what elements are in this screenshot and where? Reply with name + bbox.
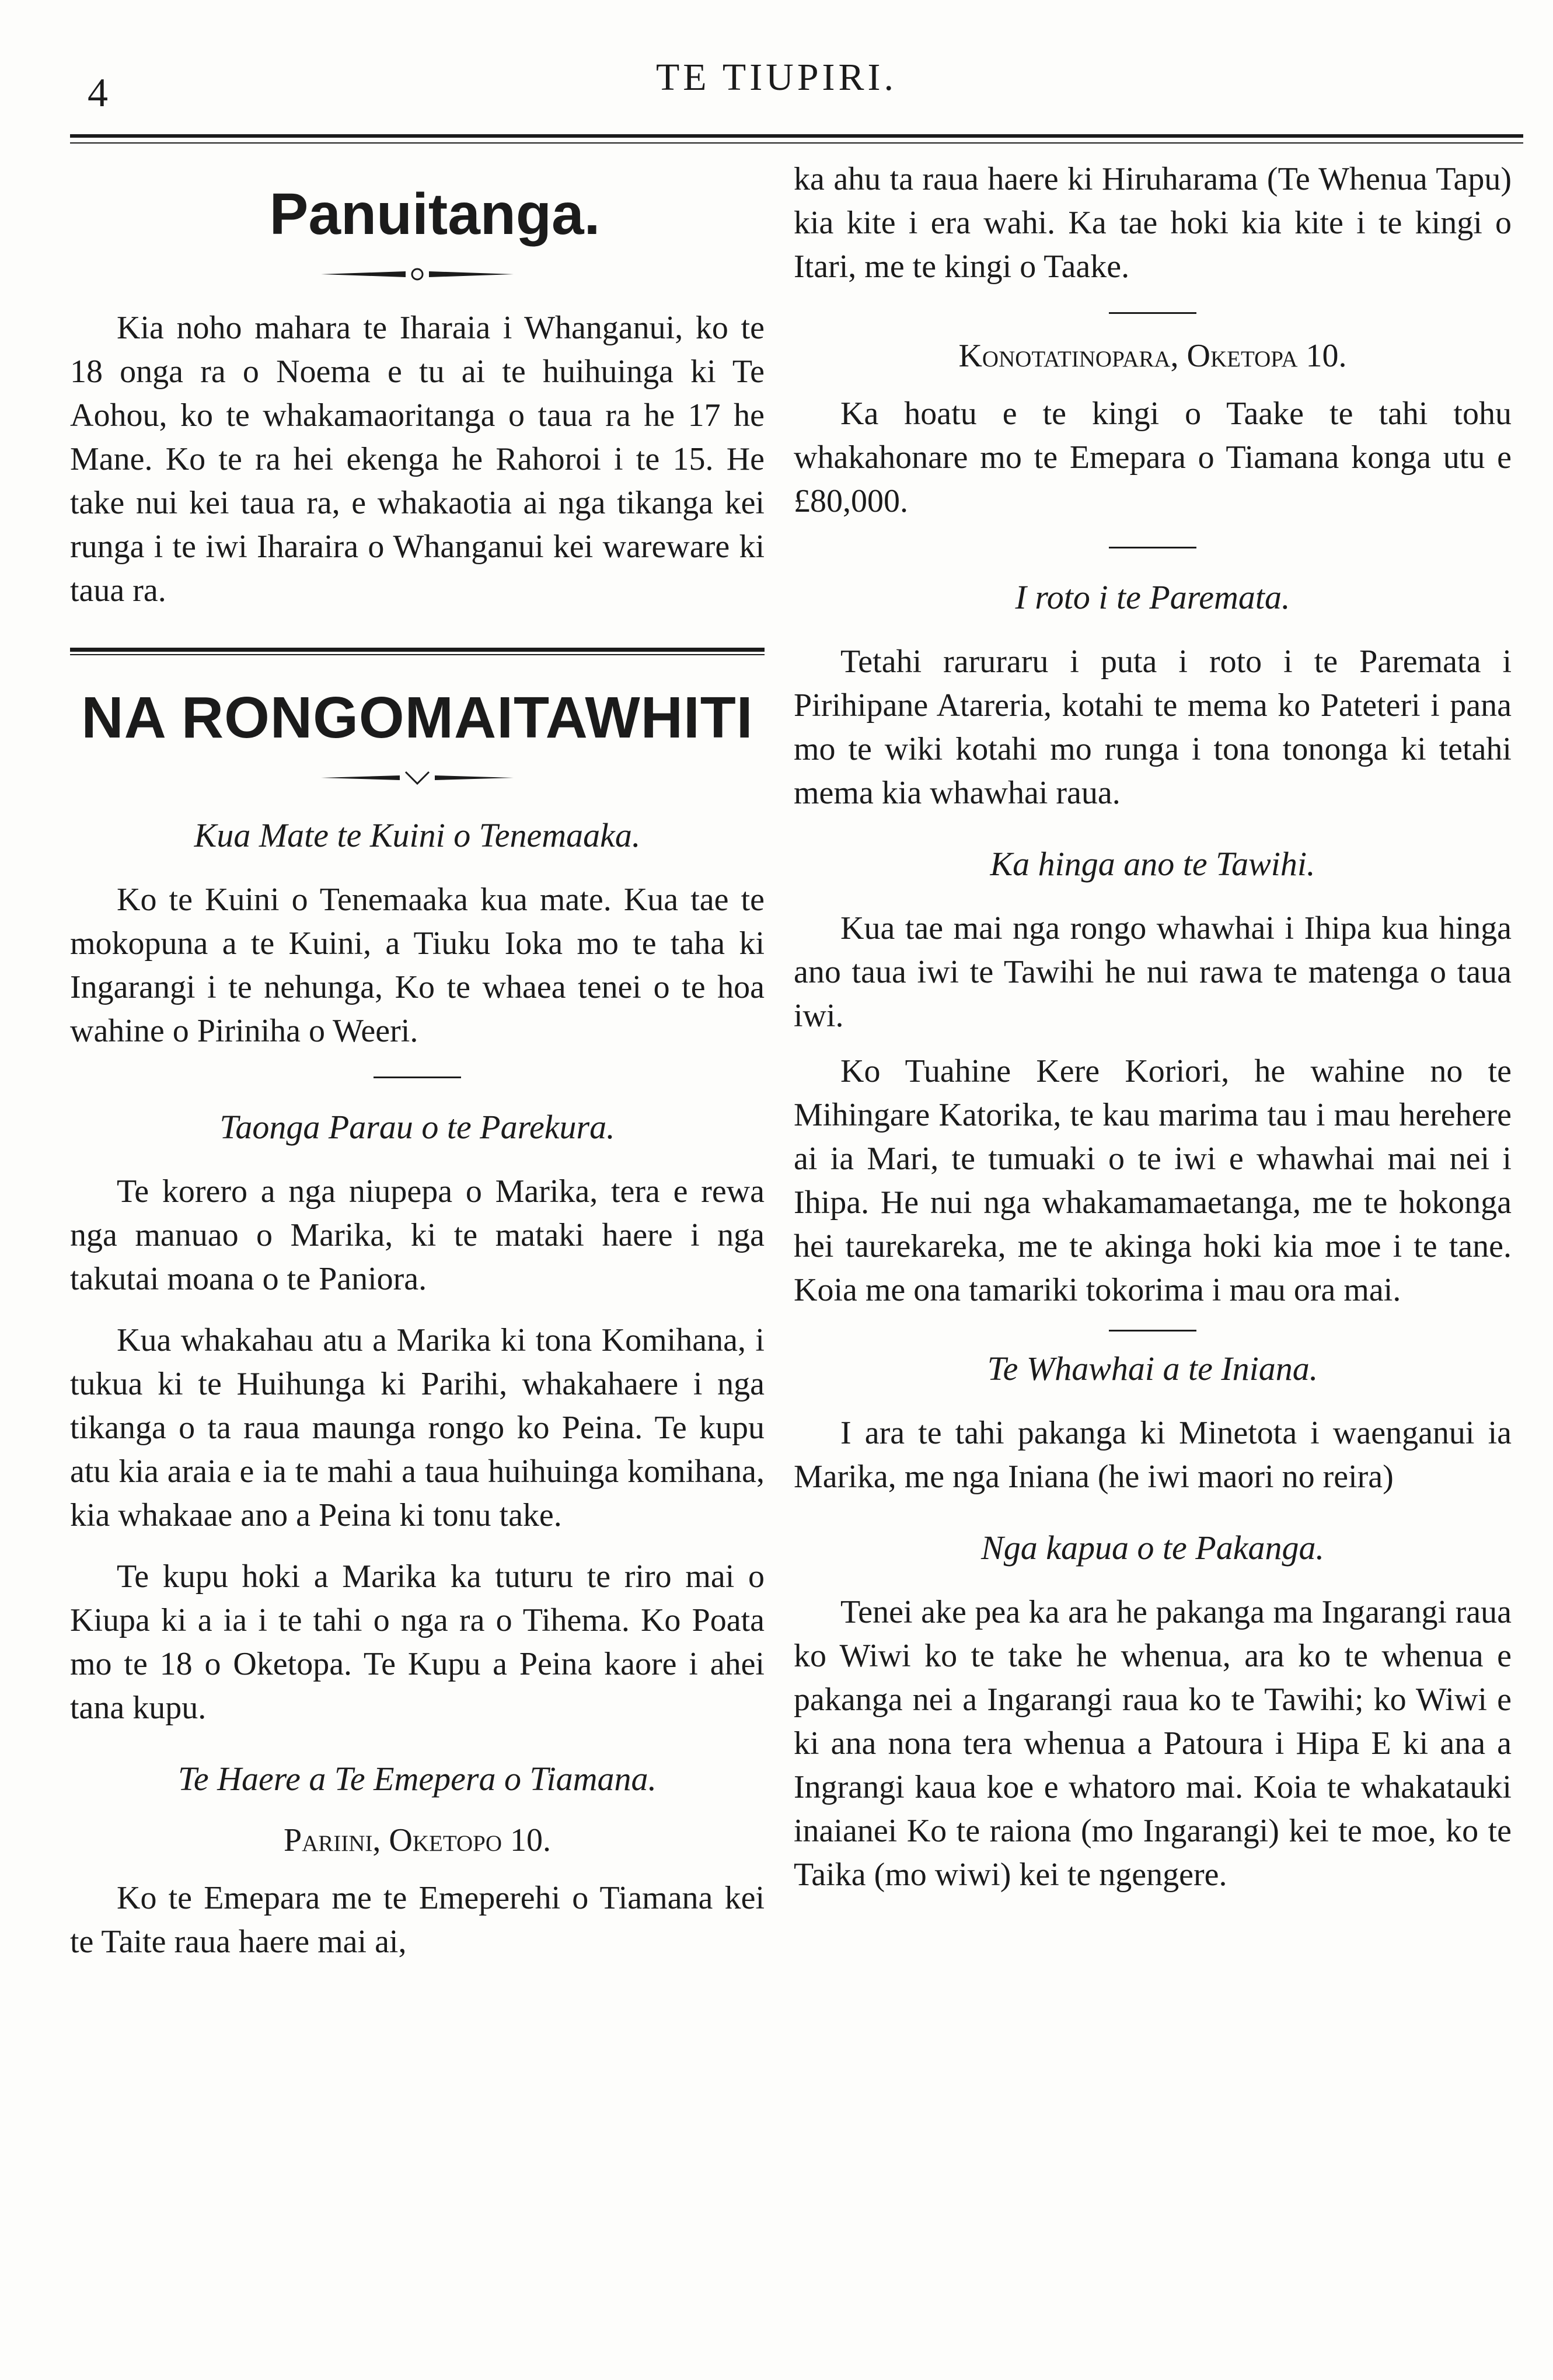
emepera-continued-text: ka ahu ta raua haere ki Hiruharama (Te Whenua Tapu) kia kite i era wahi. Ka tae hoki kia kite i te kingi o Itari, me te kingi o Taake.	[794, 161, 1512, 285]
pakanga-text: Tenei ake pea ka ara he pakanga ma Ingarangi raua ko Wiwi ko te take he whenua, ara ko te whenua e pakanga nei a Ingarangi raua ko te Tawihi; ko Wiwi e ki ana nona tera whenua a Patoura i Hipa E ki ana a Ingrangi kaua koe e whatoro mai. Koia te whakatauki inaianei Ko te raiona (mo Ingarangi) kei te moe, ko te Taika (mo wiwi) kei te ngengere.	[794, 1594, 1512, 1893]
parekura-paragraph-2: Kua whakahau atu a Marika ki tona Komihana, i tukua ki te Huihunga ki Parihi, whakahaere i nga tikanga o ta raua maunga rongo ko Peina. Te kupu atu kia araia e ia te mahi a taua huihuinga komihana, kia whakaae ano a Peina ki tonu take.	[70, 1322, 765, 1533]
section-rule-thin	[70, 654, 765, 655]
short-rule	[1109, 547, 1196, 548]
emepera-text: Ko te Emepara me te Emeperehi o Tiamana kei te Taite raua haere mai ai,	[70, 1880, 765, 1960]
short-rule	[374, 1077, 461, 1078]
ornament-divider-1	[318, 265, 516, 283]
section-rule	[70, 648, 765, 652]
tawihi-paragraph-2: Ko Tuahine Kere Koriori, he wahine no te Mihingare Katorika, te kau marima tau i mau herehere ai ia Mari, te tumuaki o te iwi e whawhai mai nei i Ihipa. He nui nga whakamamaetanga, me te hokonga hei taurekareka, me te akinga hoki kia moe i te tane. Koia me ona tamariki tokorima i mau ora mai.	[794, 1053, 1512, 1308]
paremata-heading: I roto i te Paremata.	[1015, 578, 1290, 616]
emepera-heading: Te Haere a Te Emepera o Tiamana.	[177, 1760, 657, 1798]
kuini-heading: Kua Mate te Kuini o Tenemaaka.	[194, 816, 641, 854]
iniana-text: I ara te tahi pakanga ki Minetota i waenganui ia Marika, me nga Iniana (he iwi maori no reira)	[794, 1415, 1512, 1495]
header-rule-thin	[70, 142, 1523, 144]
short-rule	[1109, 1330, 1196, 1331]
newspaper-title: TE TIUPIRI.	[655, 56, 898, 99]
konotatinopara-dateline: Konotatinopara, Oketopa 10.	[958, 338, 1347, 374]
ornament-divider-2	[318, 769, 516, 787]
panuitanga-title: Panuitanga.	[269, 181, 601, 247]
panuitanga-text: Kia noho mahara te Iharaia i Whanganui, ko te 18 onga ra o Noema e tu ai te huihuinga ki Te Aohou, ko te whakamaoritanga o taua ra he 17 he Mane. Ko te ra hei ekenga he Rahoroi i te 15. He take nui kei taua ra, e whakaotia ai nga tikanga kei runga i te iwi Iharaira o Whanganui kei wareware ki taua ra.	[70, 310, 765, 609]
pakanga-heading: Nga kapua o te Pakanga.	[981, 1529, 1324, 1567]
rongomaitawhiti-title: NA RONGOMAITAWHITI	[81, 685, 753, 750]
page-number: 4	[88, 71, 108, 116]
iniana-heading: Te Whawhai a te Iniana.	[987, 1350, 1318, 1388]
tawihi-paragraph-1: Kua tae mai nga rongo whawhai i Ihipa kua hinga ano taua iwi te Tawihi he nui rawa te matenga o taua iwi.	[794, 910, 1512, 1034]
taake-text: Ka hoatu e te kingi o Taake te tahi tohu whakahonare mo te Emepara o Tiamana konga utu e £80,000.	[794, 396, 1512, 519]
tawihi-heading: Ka hinga ano te Tawihi.	[990, 845, 1315, 883]
short-rule	[1109, 312, 1196, 314]
parekura-paragraph-3: Te kupu hoki a Marika ka tuturu te riro mai o Kiupa ki a ia i te tahi o nga ra o Tihema. Ko Poata mo te 18 o Oketopa. Te Kupu a Peina kaore i ahei tana kupu.	[70, 1558, 765, 1726]
pariini-dateline: Pariini, Oketopo 10.	[283, 1822, 551, 1858]
parekura-heading: Taonga Parau o te Parekura.	[219, 1108, 615, 1146]
parekura-paragraph-1: Te korero a nga niupepa o Marika, tera e rewa nga manuao o Marika, ki te mataki haere i nga takutai moana o te Paniora.	[70, 1173, 765, 1297]
left-column	[70, 158, 765, 1964]
kuini-text: Ko te Kuini o Tenemaaka kua mate. Kua tae te mokopuna a te Kuini, a Tiuku Ioka mo te taha ki Ingarangi i te nehunga, Ko te whaea tenei o te hoa wahine o Piriniha o Weeri.	[70, 882, 765, 1049]
header-rule	[70, 134, 1523, 138]
paremata-text: Tetahi raruraru i puta i roto i te Paremata i Pirihipane Atareria, kotahi te mema ko Pateteri i pana mo te wiki kotahi mo runga i tona tononga ki tetahi mema kia whawhai raua.	[794, 644, 1512, 811]
right-column	[794, 158, 1512, 1897]
